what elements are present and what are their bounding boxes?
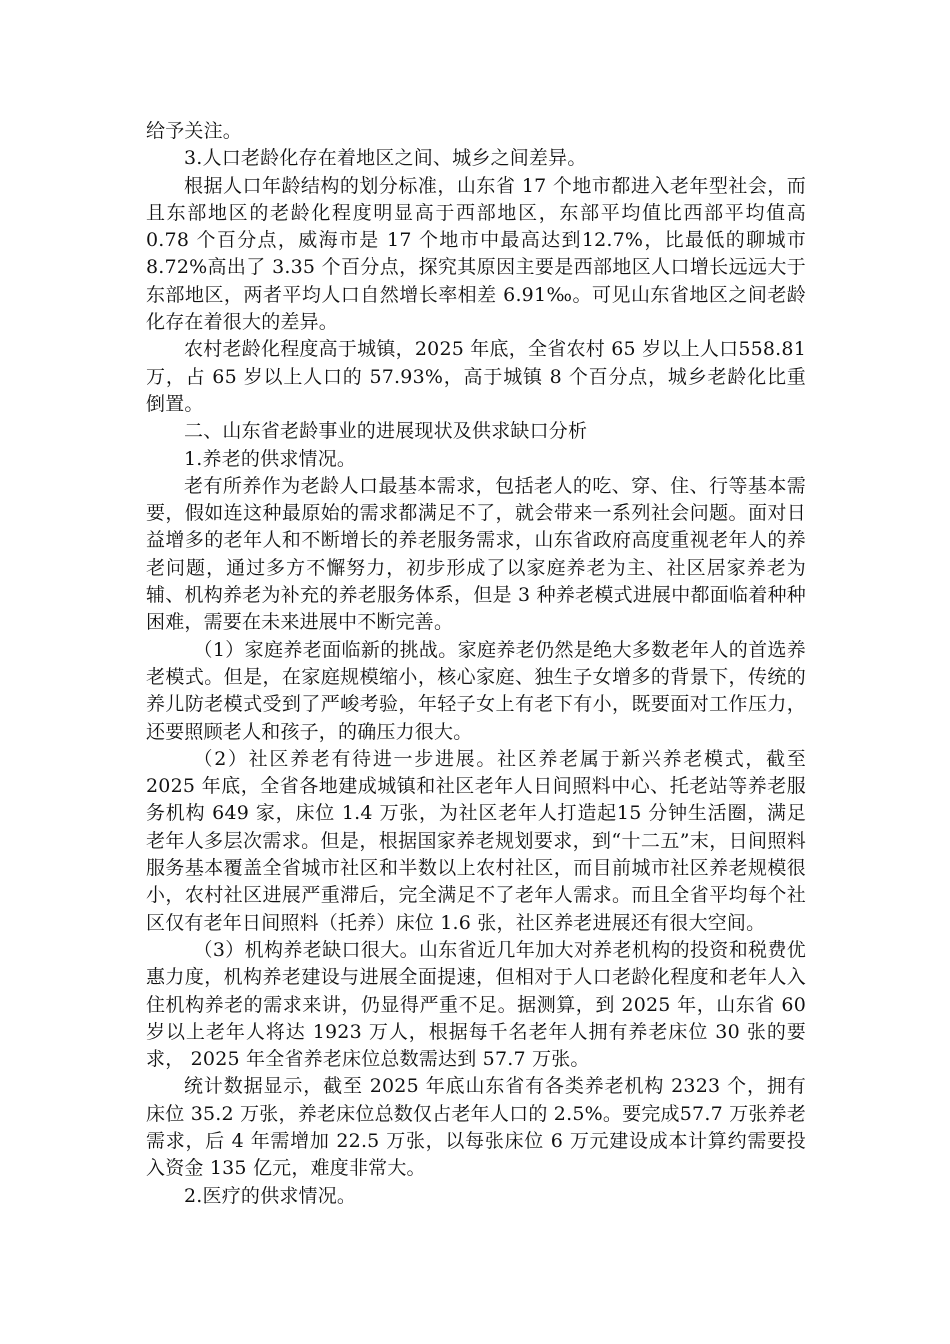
paragraph-rural-aging: 农村老龄化程度高于城镇，2025 年底，全省农村 65 岁以上人口558.81 万，占 65 岁以上人口的 57.93%，高于城镇 8 个百分点，城乡老龄化比重倒置。 <box>146 338 806 415</box>
subheading-medical-care: 2.医疗的供求情况。 <box>184 1184 357 1207</box>
paragraph-family-care: （1）家庭养老面临新的挑战。家庭养老仍然是绝大多数老年人的首选养老模式。但是，在家庭规模缩小，核心家庭、独生子女增多的背景下，传统的养儿防老模式受到了严峻考验，年轻子女上有老下有小，既要面对工作压力，还要照顾老人和孩子，的确压力很大。 <box>146 638 806 743</box>
paragraph-statistics: 统计数据显示，截至 2025 年底山东省有各类养老机构 2323 个，拥有床位 35.2 万张，养老床位总数仅占老年人口的 2.5%。要完成57.7 万张养老需求，后 4 年需增加 22.5 万张，以每张床位 6 万元建设成本计算约需要投入资金 135 亿元，难度非常大。 <box>146 1075 806 1180</box>
paragraph-continuation: 给予关注。 <box>146 120 243 142</box>
paragraph-regional-analysis: 根据人口年龄结构的划分标准，山东省 17 个地市都进入老年型社会，而且东部地区的老龄化程度明显高于西部地区，东部平均值比西部平均值高 0.78 个百分点，威海市是 17 个地市中最高达到12.7%，比最低的聊城市 8.72%高出了 3.35 个百分点，探究其原因主要是西部地区人口增长远远大于东部地区，两者平均人口自然增长率相差 6.91‰。可见山东省地区之间老龄化存在着很大的差异。 <box>146 174 806 334</box>
paragraph-institutional-care: （3）机构养老缺口很大。山东省近几年加大对养老机构的投资和税费优惠力度，机构养老建设与进展全面提速，但相对于人口老龄化程度和老年人入住机构养老的需求来讲，仍显得严重不足。据测算，到 2025 年，山东省 60 岁以上老年人将达 1923 万人，根据每千名老年人拥有养老床位 30 张的要求， 2025 年全省养老床位总数需达到 57.7 万张。 <box>146 938 806 1071</box>
subheading-elderly-care: 1.养老的供求情况。 <box>184 447 357 470</box>
paragraph-care-system: 老有所养作为老龄人口最基本需求，包括老人的吃、穿、住、行等基本需要，假如连这种最原始的需求都满足不了，就会带来一系列社会问题。面对日益增多的老年人和不断增长的养老服务需求，山东省政府高度重视老年人的养老问题，通过多方不懈努力，初步形成了以家庭养老为主、社区居家养老为辅、机构养老为补充的养老服务体系，但是 3 种养老模式进展中都面临着种种困难，需要在未来进展中不断完善。 <box>146 474 806 634</box>
subheading-regional-difference: 3.人口老龄化存在着地区之间、城乡之间差异。 <box>184 147 587 170</box>
document-page <box>146 118 806 1210</box>
paragraph-community-care: （2）社区养老有待进一步进展。社区养老属于新兴养老模式，截至 2025 年底，全省各地建成城镇和社区老年人日间照料中心、托老站等养老服务机构 649 家，床位 1.4 万张，为社区老年人打造起15 分钟生活圈，满足老年人多层次需求。但是，根据国家养老规划要求，到“十二五”末，日间照料服务基本覆盖全省城市社区和半数以上农村社区，而目前城市社区养老规模很小，农村社区进展严重滞后，完全满足不了老年人需求。而且全省平均每个社区仅有老年日间照料（托养）床位 1.6 张，社区养老进展还有很大空间。 <box>146 747 806 934</box>
section-heading-two: 二、山东省老龄事业的进展现状及供求缺口分析 <box>184 420 588 443</box>
